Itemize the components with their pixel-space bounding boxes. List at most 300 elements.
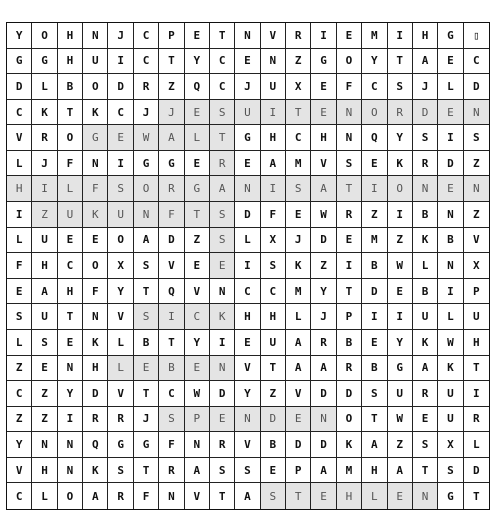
grid-cell[interactable]: E xyxy=(83,228,108,254)
grid-cell[interactable]: D xyxy=(7,74,32,100)
grid-cell[interactable]: C xyxy=(235,279,260,305)
grid-cell[interactable]: R xyxy=(108,483,133,509)
grid-cell[interactable]: D xyxy=(311,381,336,407)
grid-cell[interactable]: E xyxy=(362,330,387,356)
grid-cell[interactable]: P xyxy=(159,23,184,49)
grid-cell[interactable]: B xyxy=(134,330,159,356)
grid-cell[interactable]: R xyxy=(388,100,413,126)
grid-cell[interactable]: L xyxy=(185,125,210,151)
grid-cell[interactable]: D xyxy=(286,432,311,458)
grid-cell[interactable]: D xyxy=(83,381,108,407)
grid-cell[interactable]: I xyxy=(235,253,260,279)
grid-cell[interactable]: O xyxy=(58,125,83,151)
grid-cell[interactable]: S xyxy=(108,458,133,484)
grid-cell[interactable]: S xyxy=(108,176,133,202)
grid-cell[interactable]: E xyxy=(388,483,413,509)
grid-cell[interactable]: N xyxy=(58,356,83,382)
grid-cell[interactable]: R xyxy=(413,151,438,177)
grid-cell[interactable]: L xyxy=(32,483,57,509)
grid-cell[interactable]: V xyxy=(464,228,489,254)
grid-cell[interactable]: G xyxy=(134,151,159,177)
grid-cell[interactable]: P xyxy=(337,304,362,330)
grid-cell[interactable]: F xyxy=(159,432,184,458)
grid-cell[interactable]: Y xyxy=(108,279,133,305)
grid-cell[interactable]: N xyxy=(413,176,438,202)
grid-cell[interactable]: S xyxy=(362,381,387,407)
grid-cell[interactable]: E xyxy=(311,100,336,126)
grid-cell[interactable]: S xyxy=(210,458,235,484)
grid-cell[interactable]: Z xyxy=(464,151,489,177)
grid-cell[interactable]: S xyxy=(134,304,159,330)
grid-cell[interactable]: R xyxy=(210,432,235,458)
grid-cell[interactable]: V xyxy=(286,381,311,407)
grid-cell[interactable]: Z xyxy=(261,381,286,407)
grid-cell[interactable]: V xyxy=(7,458,32,484)
grid-cell[interactable]: R xyxy=(159,458,184,484)
grid-cell[interactable]: T xyxy=(185,202,210,228)
grid-cell[interactable]: O xyxy=(337,407,362,433)
grid-cell[interactable]: T xyxy=(413,458,438,484)
grid-cell[interactable]: T xyxy=(388,49,413,75)
grid-cell[interactable]: L xyxy=(7,228,32,254)
grid-cell[interactable]: N xyxy=(83,23,108,49)
grid-cell[interactable]: T xyxy=(210,23,235,49)
grid-cell[interactable]: J xyxy=(134,407,159,433)
grid-cell[interactable]: L xyxy=(286,304,311,330)
grid-cell[interactable]: E xyxy=(210,253,235,279)
grid-cell[interactable]: I xyxy=(261,176,286,202)
grid-cell[interactable]: E xyxy=(337,228,362,254)
grid-cell[interactable]: T xyxy=(473,489,480,503)
grid-cell[interactable]: C xyxy=(185,304,210,330)
grid-cell[interactable]: L xyxy=(7,330,32,356)
grid-cell[interactable]: S xyxy=(134,253,159,279)
grid-cell[interactable]: B xyxy=(159,356,184,382)
grid-cell[interactable]: E xyxy=(261,458,286,484)
grid-cell[interactable]: G xyxy=(438,483,463,509)
grid-cell[interactable]: L xyxy=(438,304,463,330)
grid-cell[interactable]: T xyxy=(337,279,362,305)
grid-cell[interactable]: Y xyxy=(388,125,413,151)
grid-cell[interactable]: U xyxy=(464,304,489,330)
grid-cell[interactable]: R xyxy=(210,151,235,177)
grid-cell[interactable]: W xyxy=(185,381,210,407)
grid-cell[interactable]: O xyxy=(108,228,133,254)
grid-cell[interactable]: H xyxy=(58,23,83,49)
grid-cell[interactable]: T xyxy=(464,356,489,382)
grid-cell[interactable]: S xyxy=(438,458,463,484)
grid-cell[interactable]: C xyxy=(7,100,32,126)
grid-cell[interactable]: T xyxy=(286,483,311,509)
grid-cell[interactable]: S xyxy=(413,432,438,458)
grid-cell[interactable]: I xyxy=(58,407,83,433)
grid-cell[interactable]: R xyxy=(159,176,184,202)
grid-cell[interactable]: G xyxy=(388,356,413,382)
grid-cell[interactable]: V xyxy=(7,125,32,151)
grid-cell[interactable]: J xyxy=(235,74,260,100)
grid-cell[interactable]: C xyxy=(261,279,286,305)
grid-cell[interactable]: I xyxy=(388,304,413,330)
grid-cell[interactable]: H xyxy=(32,458,57,484)
grid-cell[interactable]: T xyxy=(210,483,235,509)
grid-cell[interactable]: L xyxy=(108,356,133,382)
grid-cell[interactable]: R xyxy=(413,381,438,407)
grid-cell[interactable]: C xyxy=(464,49,489,75)
grid-cell[interactable]: E xyxy=(235,49,260,75)
grid-cell[interactable]: M xyxy=(362,228,387,254)
grid-cell[interactable]: A xyxy=(261,151,286,177)
grid-cell[interactable]: T xyxy=(261,356,286,382)
grid-cell[interactable]: I xyxy=(464,381,489,407)
grid-cell[interactable]: V xyxy=(185,483,210,509)
grid-cell[interactable]: S xyxy=(464,125,489,151)
grid-cell[interactable]: U xyxy=(438,381,463,407)
grid-cell[interactable]: A xyxy=(362,432,387,458)
grid-cell[interactable]: ▯ xyxy=(464,23,489,49)
grid-cell[interactable]: A xyxy=(185,458,210,484)
grid-cell[interactable]: V xyxy=(311,151,336,177)
grid-cell[interactable]: E xyxy=(286,407,311,433)
grid-cell[interactable]: N xyxy=(311,407,336,433)
grid-cell[interactable]: N xyxy=(210,279,235,305)
grid-cell[interactable]: C xyxy=(7,483,32,509)
grid-cell[interactable]: E xyxy=(337,23,362,49)
grid-cell[interactable]: D xyxy=(108,74,133,100)
grid-cell[interactable]: H xyxy=(337,483,362,509)
grid-cell[interactable]: E xyxy=(438,100,463,126)
grid-cell[interactable]: Z xyxy=(362,202,387,228)
grid-cell[interactable]: Z xyxy=(311,253,336,279)
grid-cell[interactable]: Z xyxy=(32,202,57,228)
grid-cell[interactable]: T xyxy=(134,458,159,484)
grid-cell[interactable]: I xyxy=(108,49,133,75)
grid-cell[interactable]: K xyxy=(413,228,438,254)
grid-cell[interactable]: E xyxy=(58,330,83,356)
grid-cell[interactable]: I xyxy=(7,202,32,228)
grid-cell[interactable]: I xyxy=(108,151,133,177)
grid-cell[interactable]: D xyxy=(362,279,387,305)
grid-cell[interactable]: T xyxy=(134,381,159,407)
grid-cell[interactable]: A xyxy=(311,176,336,202)
grid-cell[interactable]: L xyxy=(362,483,387,509)
grid-cell[interactable]: E xyxy=(185,253,210,279)
grid-cell[interactable]: T xyxy=(58,100,83,126)
grid-cell[interactable]: V xyxy=(108,381,133,407)
grid-cell[interactable]: E xyxy=(32,356,57,382)
grid-cell[interactable]: Y xyxy=(185,330,210,356)
grid-cell[interactable]: U xyxy=(32,304,57,330)
grid-cell[interactable]: J xyxy=(108,23,133,49)
grid-cell[interactable]: H xyxy=(235,304,260,330)
grid-cell[interactable]: N xyxy=(464,100,489,126)
grid-cell[interactable]: M xyxy=(362,23,387,49)
grid-cell[interactable]: K xyxy=(83,100,108,126)
grid-cell[interactable]: E xyxy=(438,176,463,202)
grid-cell[interactable]: Y xyxy=(7,432,32,458)
grid-cell[interactable]: K xyxy=(388,151,413,177)
grid-cell[interactable]: L xyxy=(108,330,133,356)
grid-cell[interactable]: I xyxy=(210,330,235,356)
grid-cell[interactable]: U xyxy=(261,330,286,356)
grid-cell[interactable]: F xyxy=(83,176,108,202)
grid-cell[interactable]: J xyxy=(413,74,438,100)
grid-cell[interactable]: Y xyxy=(235,381,260,407)
grid-cell[interactable]: Z xyxy=(388,432,413,458)
grid-cell[interactable]: S xyxy=(210,100,235,126)
grid-cell[interactable]: Y xyxy=(388,330,413,356)
grid-cell[interactable]: N xyxy=(58,458,83,484)
grid-cell[interactable]: K xyxy=(286,253,311,279)
grid-cell[interactable]: V xyxy=(108,304,133,330)
grid-cell[interactable]: X xyxy=(438,432,463,458)
grid-cell[interactable]: N xyxy=(235,176,260,202)
grid-cell[interactable]: S xyxy=(388,74,413,100)
grid-cell[interactable]: E xyxy=(413,407,438,433)
grid-cell[interactable]: H xyxy=(58,49,83,75)
grid-cell[interactable]: V xyxy=(235,432,260,458)
grid-cell[interactable]: F xyxy=(7,253,32,279)
grid-cell[interactable]: I xyxy=(388,23,413,49)
grid-cell[interactable]: I xyxy=(438,125,463,151)
grid-cell[interactable]: S xyxy=(7,304,32,330)
grid-cell[interactable]: Y xyxy=(7,23,32,49)
grid-cell[interactable]: K xyxy=(83,458,108,484)
grid-cell[interactable]: R xyxy=(83,407,108,433)
grid-cell[interactable]: C xyxy=(134,49,159,75)
grid-cell[interactable]: R xyxy=(286,23,311,49)
grid-cell[interactable]: Y xyxy=(311,279,336,305)
grid-cell[interactable]: E xyxy=(311,74,336,100)
grid-cell[interactable]: N xyxy=(134,202,159,228)
grid-cell[interactable]: U xyxy=(413,304,438,330)
grid-cell[interactable]: U xyxy=(83,49,108,75)
grid-cell[interactable]: U xyxy=(388,381,413,407)
grid-cell[interactable]: C xyxy=(362,74,387,100)
grid-cell[interactable]: M xyxy=(286,279,311,305)
grid-cell[interactable]: G xyxy=(108,432,133,458)
grid-cell[interactable]: I xyxy=(337,253,362,279)
grid-cell[interactable]: O xyxy=(134,176,159,202)
grid-cell[interactable]: V xyxy=(159,253,184,279)
grid-cell[interactable]: G xyxy=(83,125,108,151)
grid-cell[interactable]: L xyxy=(235,228,260,254)
grid-cell[interactable]: I xyxy=(438,279,463,305)
grid-cell[interactable]: O xyxy=(362,100,387,126)
grid-cell[interactable]: E xyxy=(108,125,133,151)
grid-cell[interactable]: D xyxy=(210,381,235,407)
grid-cell[interactable]: O xyxy=(337,49,362,75)
grid-cell[interactable]: E xyxy=(438,49,463,75)
grid-cell[interactable]: N xyxy=(438,253,463,279)
grid-cell[interactable]: J xyxy=(134,100,159,126)
grid-cell[interactable]: C xyxy=(159,381,184,407)
grid-cell[interactable]: A xyxy=(286,356,311,382)
grid-cell[interactable]: Q xyxy=(159,279,184,305)
grid-cell[interactable]: Q xyxy=(185,74,210,100)
grid-cell[interactable]: C xyxy=(210,49,235,75)
grid-cell[interactable]: T xyxy=(159,330,184,356)
grid-cell[interactable]: E xyxy=(388,279,413,305)
grid-cell[interactable]: J xyxy=(32,151,57,177)
grid-cell[interactable]: A xyxy=(311,356,336,382)
grid-cell[interactable]: S xyxy=(261,253,286,279)
grid-cell[interactable]: Z xyxy=(464,202,489,228)
grid-cell[interactable]: E xyxy=(362,151,387,177)
grid-cell[interactable]: J xyxy=(159,100,184,126)
grid-cell[interactable]: S xyxy=(235,458,260,484)
grid-cell[interactable]: D xyxy=(464,74,489,100)
grid-cell[interactable]: A xyxy=(83,483,108,509)
grid-cell[interactable]: Z xyxy=(32,407,57,433)
grid-cell[interactable]: U xyxy=(261,74,286,100)
grid-cell[interactable]: N xyxy=(235,407,260,433)
grid-cell[interactable]: O xyxy=(32,23,57,49)
grid-cell[interactable]: P xyxy=(464,279,489,305)
grid-cell[interactable]: S xyxy=(286,176,311,202)
grid-cell[interactable]: H xyxy=(83,356,108,382)
grid-cell[interactable]: D xyxy=(159,228,184,254)
grid-cell[interactable]: U xyxy=(438,407,463,433)
grid-cell[interactable]: E xyxy=(134,356,159,382)
grid-cell[interactable]: B xyxy=(438,228,463,254)
grid-cell[interactable]: C xyxy=(58,253,83,279)
grid-cell[interactable]: G xyxy=(438,23,463,49)
grid-cell[interactable]: S xyxy=(210,228,235,254)
grid-cell[interactable]: D xyxy=(413,100,438,126)
grid-cell[interactable]: E xyxy=(185,100,210,126)
grid-cell[interactable]: X xyxy=(261,228,286,254)
grid-cell[interactable]: R xyxy=(464,407,489,433)
grid-cell[interactable]: K xyxy=(210,304,235,330)
grid-cell[interactable]: R xyxy=(32,125,57,151)
grid-cell[interactable]: E xyxy=(311,483,336,509)
grid-cell[interactable]: U xyxy=(108,202,133,228)
grid-cell[interactable]: W xyxy=(134,125,159,151)
grid-cell[interactable]: A xyxy=(413,49,438,75)
grid-cell[interactable]: E xyxy=(7,279,32,305)
grid-cell[interactable]: F xyxy=(159,202,184,228)
grid-cell[interactable]: B xyxy=(362,253,387,279)
grid-cell[interactable]: A xyxy=(286,330,311,356)
grid-cell[interactable]: N xyxy=(413,483,438,509)
grid-cell[interactable]: U xyxy=(235,100,260,126)
grid-cell[interactable]: U xyxy=(32,228,57,254)
grid-cell[interactable]: N xyxy=(337,125,362,151)
grid-cell[interactable]: G xyxy=(235,125,260,151)
grid-cell[interactable]: K xyxy=(83,330,108,356)
grid-cell[interactable]: Z xyxy=(388,228,413,254)
grid-cell[interactable]: D xyxy=(311,228,336,254)
grid-cell[interactable]: X xyxy=(108,253,133,279)
grid-cell[interactable]: Z xyxy=(7,407,32,433)
grid-cell[interactable]: N xyxy=(235,23,260,49)
grid-cell[interactable]: N xyxy=(83,151,108,177)
grid-cell[interactable]: Y xyxy=(185,49,210,75)
grid-cell[interactable]: R xyxy=(311,330,336,356)
grid-cell[interactable]: L xyxy=(464,432,489,458)
grid-cell[interactable]: S xyxy=(337,151,362,177)
grid-cell[interactable]: A xyxy=(311,458,336,484)
grid-cell[interactable]: P xyxy=(185,407,210,433)
grid-cell[interactable]: W xyxy=(388,407,413,433)
grid-cell[interactable]: Y xyxy=(362,49,387,75)
grid-cell[interactable]: K xyxy=(83,202,108,228)
grid-cell[interactable]: O xyxy=(388,176,413,202)
grid-cell[interactable]: T xyxy=(362,407,387,433)
grid-cell[interactable]: G xyxy=(32,49,57,75)
grid-cell[interactable]: T xyxy=(286,100,311,126)
grid-cell[interactable]: E xyxy=(58,228,83,254)
grid-cell[interactable]: T xyxy=(337,176,362,202)
grid-cell[interactable]: A xyxy=(413,356,438,382)
grid-cell[interactable]: X xyxy=(286,74,311,100)
grid-cell[interactable]: N xyxy=(337,100,362,126)
grid-cell[interactable]: T xyxy=(134,279,159,305)
grid-cell[interactable]: H xyxy=(311,125,336,151)
grid-cell[interactable]: K xyxy=(32,100,57,126)
grid-cell[interactable]: N xyxy=(32,432,57,458)
grid-cell[interactable]: H xyxy=(32,253,57,279)
grid-cell[interactable]: K xyxy=(413,330,438,356)
grid-cell[interactable]: G xyxy=(185,176,210,202)
grid-cell[interactable]: N xyxy=(438,202,463,228)
grid-cell[interactable]: U xyxy=(58,202,83,228)
grid-cell[interactable]: A xyxy=(134,228,159,254)
grid-cell[interactable]: Q xyxy=(362,125,387,151)
grid-cell[interactable]: A xyxy=(32,279,57,305)
grid-cell[interactable]: C xyxy=(108,100,133,126)
grid-cell[interactable]: F xyxy=(58,151,83,177)
grid-cell[interactable]: S xyxy=(159,407,184,433)
grid-cell[interactable]: F xyxy=(337,74,362,100)
grid-cell[interactable]: X xyxy=(464,253,489,279)
grid-cell[interactable]: H xyxy=(362,458,387,484)
grid-cell[interactable]: E xyxy=(235,151,260,177)
grid-cell[interactable]: G xyxy=(159,151,184,177)
grid-cell[interactable]: W xyxy=(311,202,336,228)
grid-cell[interactable]: R xyxy=(134,74,159,100)
grid-cell[interactable]: N xyxy=(159,483,184,509)
grid-cell[interactable]: S xyxy=(32,330,57,356)
grid-cell[interactable]: C xyxy=(210,74,235,100)
grid-cell[interactable]: P xyxy=(286,458,311,484)
grid-cell[interactable]: N xyxy=(58,432,83,458)
grid-cell[interactable]: S xyxy=(210,202,235,228)
grid-cell[interactable]: Q xyxy=(83,432,108,458)
grid-cell[interactable]: E xyxy=(185,356,210,382)
grid-cell[interactable]: E xyxy=(185,23,210,49)
grid-cell[interactable]: V xyxy=(185,279,210,305)
grid-cell[interactable]: N xyxy=(261,49,286,75)
grid-cell[interactable]: C xyxy=(286,125,311,151)
grid-cell[interactable]: O xyxy=(83,74,108,100)
grid-cell[interactable]: N xyxy=(210,356,235,382)
grid-cell[interactable]: V xyxy=(261,23,286,49)
grid-cell[interactable]: D xyxy=(235,202,260,228)
grid-cell[interactable]: A xyxy=(388,458,413,484)
grid-cell[interactable]: A xyxy=(159,125,184,151)
grid-cell[interactable]: N xyxy=(83,304,108,330)
grid-cell[interactable]: F xyxy=(134,483,159,509)
grid-cell[interactable]: L xyxy=(58,176,83,202)
grid-cell[interactable]: J xyxy=(286,228,311,254)
grid-cell[interactable]: N xyxy=(185,432,210,458)
grid-cell[interactable]: L xyxy=(413,253,438,279)
grid-cell[interactable]: A xyxy=(210,176,235,202)
grid-cell[interactable]: J xyxy=(311,304,336,330)
grid-cell[interactable]: H xyxy=(7,176,32,202)
grid-cell[interactable]: D xyxy=(337,381,362,407)
